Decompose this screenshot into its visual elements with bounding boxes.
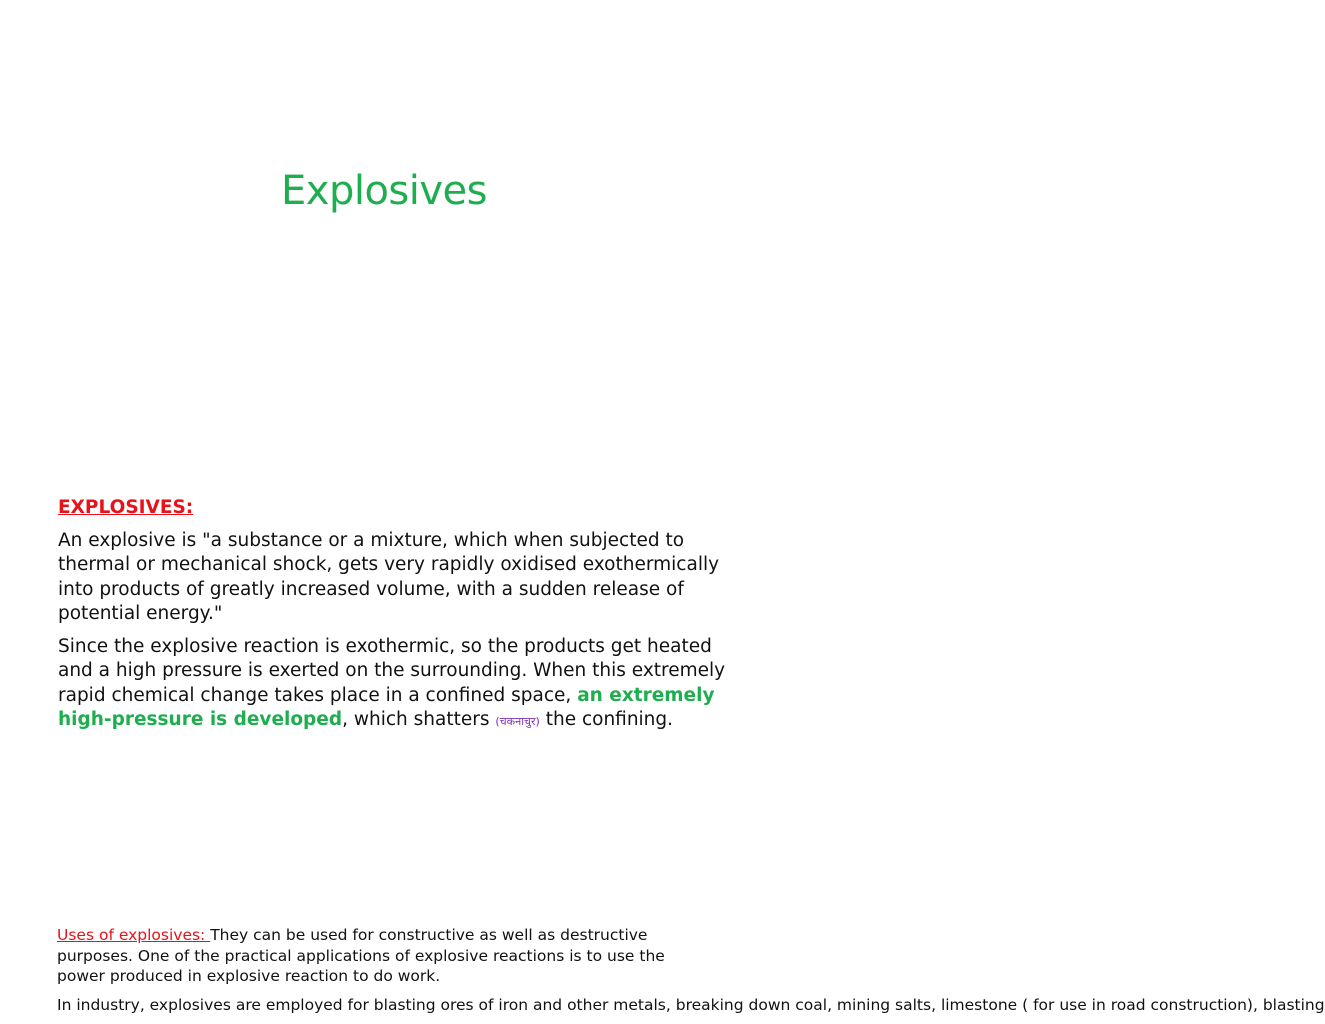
uses-section xyxy=(57,925,1325,1015)
industry-paragraph: In industry, explosives are employed for blasting ores of iron and other metals, breaking down coal, mining salts, limestone ( for use in road construction), blasting xyxy=(57,995,1325,1014)
page-title: Explosives xyxy=(281,168,487,214)
explosives-heading: EXPLOSIVES: xyxy=(58,497,194,518)
section-heading xyxy=(58,496,728,521)
uses-text: They can be used for constructive as well as destructive purposes. One of the practical applications of explosive reactions is to use the power produced in explosive reaction to do work. xyxy=(57,926,665,985)
reaction-text-3: the confining. xyxy=(539,709,674,730)
uses-paragraph xyxy=(57,925,712,987)
highlight-text: an extremely high-pressure is developed xyxy=(58,684,715,730)
uses-heading: Uses of explosives: xyxy=(57,926,211,944)
definition-paragraph: An explosive is "a substance or a mixture, which when subjected to thermal or mechanical shock, gets very rapidly oxidised exothermically into products of greatly increased volume, with a sudden release of potential energy." xyxy=(58,529,720,624)
hindi-gloss: (चकनाचुर) xyxy=(495,715,540,728)
reaction-text-2: , which shatters xyxy=(342,709,496,730)
definition-section xyxy=(58,496,728,735)
reaction-text-1: Since the explosive reaction is exothermic, so the products get heated and a high pressure is exerted on the surrounding. When this extremely rapid chemical change takes place in a confined space, xyxy=(58,635,726,706)
reaction-paragraph xyxy=(58,635,728,735)
